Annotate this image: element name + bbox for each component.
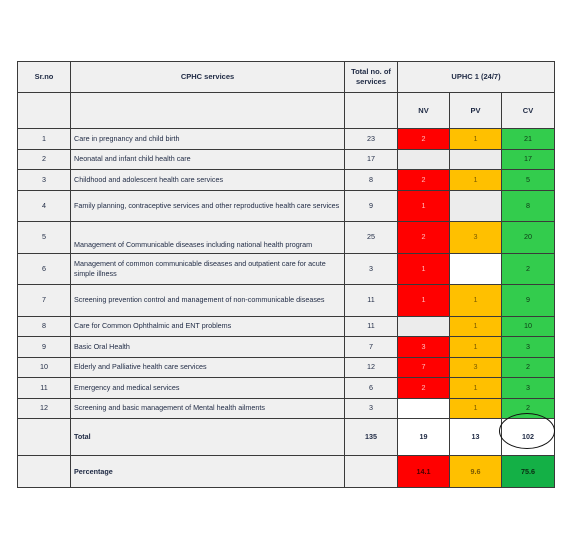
cv-cell: 20: [502, 222, 555, 254]
total-services-cell: 6: [345, 378, 398, 399]
nv-cell: 3: [398, 337, 450, 358]
total-services-cell: 8: [345, 170, 398, 191]
nv-cell: 2: [398, 378, 450, 399]
hand-drawn-circle-annotation: [499, 413, 555, 449]
percentage-nv: 14.1: [398, 456, 450, 488]
nv-cell: [398, 398, 450, 419]
cv-cell: 2: [502, 357, 555, 378]
percentage-label: Percentage: [71, 456, 345, 488]
header-blank-cell: [71, 93, 345, 129]
table-row: [18, 378, 555, 399]
cv-cell: 8: [502, 190, 555, 222]
sr-no-cell: 9: [18, 337, 71, 358]
table-row: [18, 337, 555, 358]
total-nv: 19: [398, 419, 450, 456]
pv-cell: 1: [450, 285, 502, 317]
service-name-cell: Management of Communicable diseases including national health program: [71, 222, 345, 254]
percentage-blank-cell: [345, 456, 398, 488]
nv-cell: 2: [398, 222, 450, 254]
cv-cell: 5: [502, 170, 555, 191]
cv-cell: 10: [502, 316, 555, 337]
service-name-cell: Screening and basic management of Mental health ailments: [71, 398, 345, 419]
service-name-cell: Basic Oral Health: [71, 337, 345, 358]
service-name-cell: Screening prevention control and management of non-communicable diseases: [71, 285, 345, 317]
pv-cell: [450, 190, 502, 222]
sr-no-cell: 4: [18, 190, 71, 222]
header-pv: PV: [450, 93, 502, 129]
sr-no-cell: 12: [18, 398, 71, 419]
header-blank-cell: [345, 93, 398, 129]
sr-no-cell: 10: [18, 357, 71, 378]
header-blank-cell: [18, 93, 71, 129]
pv-cell: 1: [450, 378, 502, 399]
sr-no-cell: 7: [18, 285, 71, 317]
header-services: CPHC services: [71, 62, 345, 93]
total-services-cell: 3: [345, 253, 398, 285]
cv-cell: 9: [502, 285, 555, 317]
total-services-cell: 3: [345, 398, 398, 419]
table-row: [18, 222, 555, 254]
table-row: [18, 149, 555, 170]
total-services-cell: 7: [345, 337, 398, 358]
pv-cell: 1: [450, 170, 502, 191]
sr-no-cell: 1: [18, 129, 71, 150]
table-row: [18, 285, 555, 317]
cv-cell: 21: [502, 129, 555, 150]
nv-cell: [398, 149, 450, 170]
total-services-cell: 25: [345, 222, 398, 254]
service-name-cell: Childhood and adolescent health care services: [71, 170, 345, 191]
nv-cell: 7: [398, 357, 450, 378]
table-row: [18, 253, 555, 285]
sr-no-cell: 3: [18, 170, 71, 191]
sr-no-cell: 5: [18, 222, 71, 254]
service-name-cell: Elderly and Palliative health care services: [71, 357, 345, 378]
cv-cell: 2: [502, 253, 555, 285]
pv-cell: [450, 253, 502, 285]
table-row: [18, 316, 555, 337]
service-name-cell: Emergency and medical services: [71, 378, 345, 399]
pv-cell: [450, 149, 502, 170]
percentage-blank-cell: [18, 456, 71, 488]
pv-cell: 1: [450, 316, 502, 337]
percentage-cv: 75.6: [502, 456, 555, 488]
service-name-cell: Family planning, contraceptive services and other reproductive health care services: [71, 190, 345, 222]
nv-cell: 1: [398, 253, 450, 285]
pv-cell: 1: [450, 337, 502, 358]
total-services-cell: 12: [345, 357, 398, 378]
total-services-sum: 135: [345, 419, 398, 456]
table-row: [18, 398, 555, 419]
nv-cell: 2: [398, 170, 450, 191]
total-cv: 102: [502, 419, 555, 456]
percentage-row: [18, 456, 555, 488]
percentage-pv: 9.6: [450, 456, 502, 488]
cv-cell: 3: [502, 337, 555, 358]
sr-no-cell: 2: [18, 149, 71, 170]
total-row: [18, 419, 555, 456]
total-services-cell: 23: [345, 129, 398, 150]
pv-cell: 1: [450, 398, 502, 419]
service-name-cell: Management of common communicable diseases and outpatient care for acute simple illness: [71, 253, 345, 285]
cv-cell: 3: [502, 378, 555, 399]
sr-no-cell: 6: [18, 253, 71, 285]
cphc-services-table: [17, 61, 555, 488]
total-services-cell: 17: [345, 149, 398, 170]
service-name-cell: Neonatal and infant child health care: [71, 149, 345, 170]
table-row: [18, 170, 555, 191]
nv-cell: 1: [398, 190, 450, 222]
total-services-cell: 11: [345, 316, 398, 337]
nv-cell: 1: [398, 285, 450, 317]
header-facility: UPHC 1 (24/7): [398, 62, 555, 93]
table-row: [18, 357, 555, 378]
header-nv: NV: [398, 93, 450, 129]
total-services-cell: 9: [345, 190, 398, 222]
nv-cell: [398, 316, 450, 337]
sr-no-cell: 8: [18, 316, 71, 337]
table-row: [18, 190, 555, 222]
cv-cell: 17: [502, 149, 555, 170]
sr-no-cell: 11: [18, 378, 71, 399]
pv-cell: 3: [450, 222, 502, 254]
header-total-services: Total no. of services: [345, 62, 398, 93]
header-srno: Sr.no: [18, 62, 71, 93]
service-name-cell: Care in pregnancy and child birth: [71, 129, 345, 150]
total-label: Total: [71, 419, 345, 456]
pv-cell: 1: [450, 129, 502, 150]
service-name-cell: Care for Common Ophthalmic and ENT problems: [71, 316, 345, 337]
total-blank-cell: [18, 419, 71, 456]
pv-cell: 3: [450, 357, 502, 378]
header-cv: CV: [502, 93, 555, 129]
total-services-cell: 11: [345, 285, 398, 317]
cv-cell: 2: [502, 398, 555, 419]
total-pv: 13: [450, 419, 502, 456]
nv-cell: 2: [398, 129, 450, 150]
table-row: [18, 129, 555, 150]
